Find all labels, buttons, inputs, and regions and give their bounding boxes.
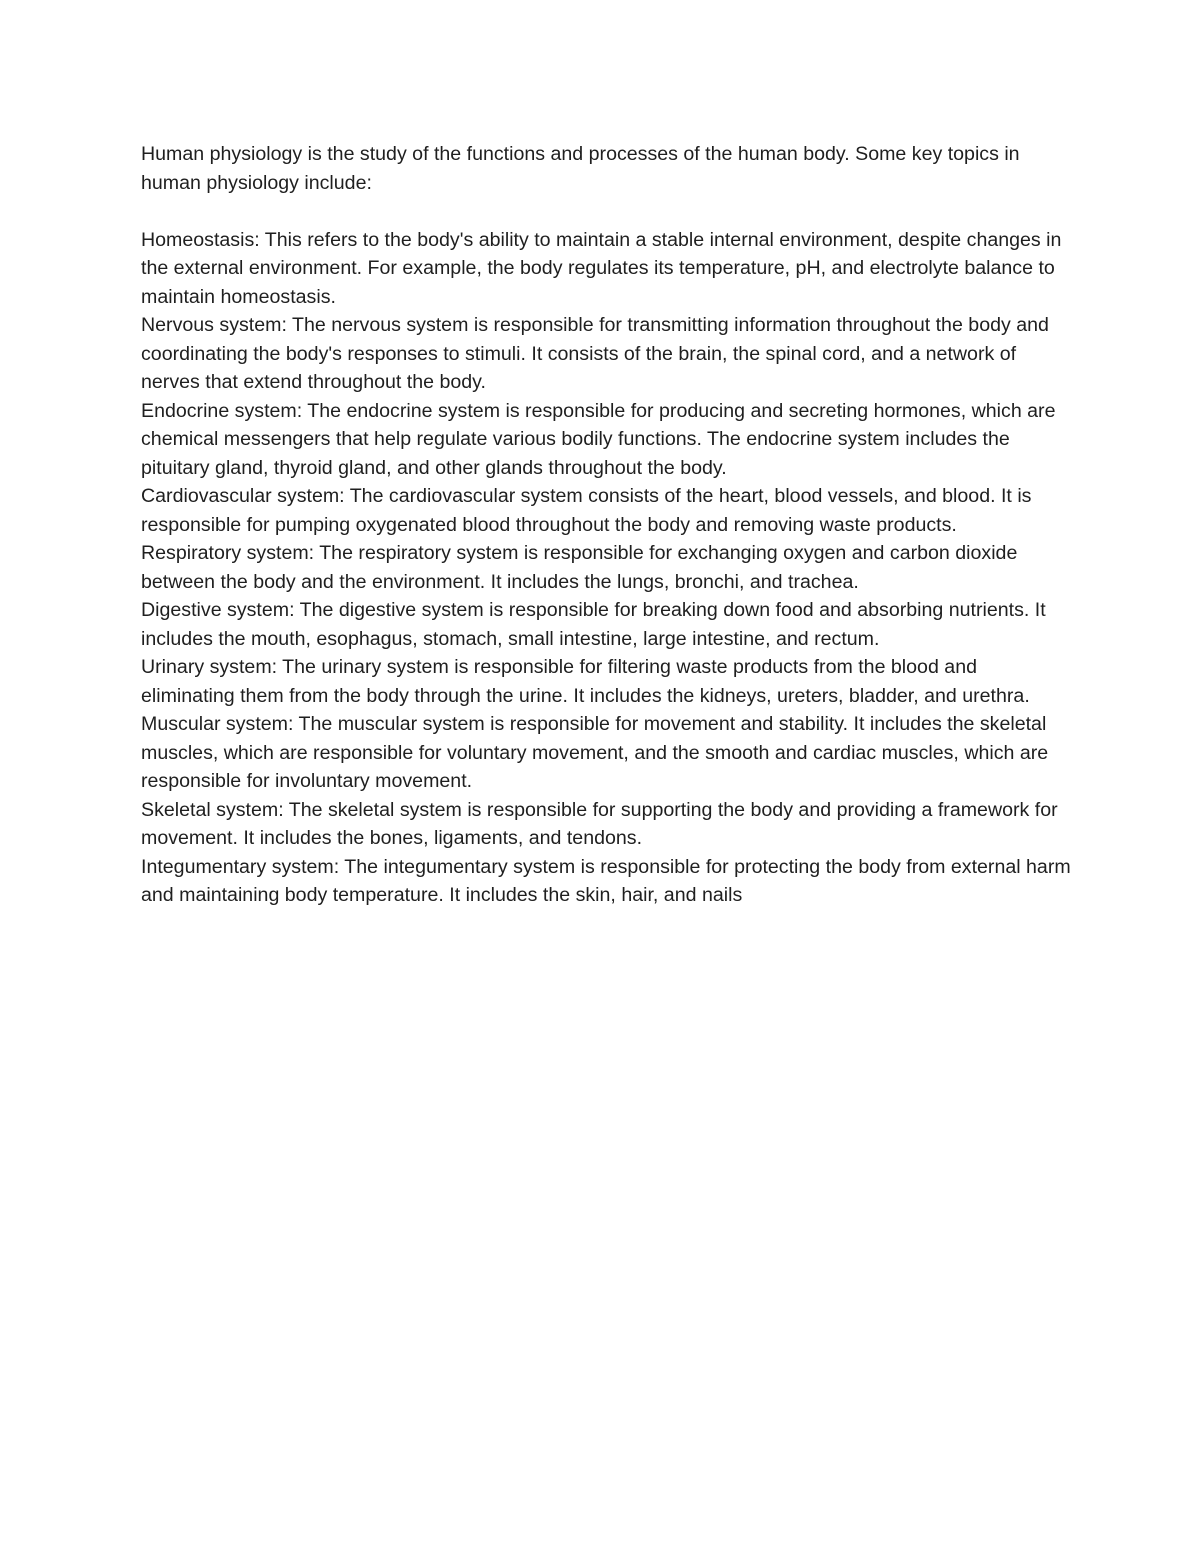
intro-paragraph: Human physiology is the study of the functions and processes of the human body. Some key topics in human physiology include: [141,143,1020,194]
paragraph-cardiovascular-system: Cardiovascular system: The cardiovascular system consists of the heart, blood vessels, and blood. It is responsible for pumping oxygenated blood throughout the body and removing waste products. [141,485,1032,536]
paragraph-respiratory-system: Respiratory system: The respiratory system is responsible for exchanging oxygen and carbon dioxide between the body and the environment. It includes the lungs, bronchi, and trachea. [141,542,1018,593]
paragraph-endocrine-system: Endocrine system: The endocrine system is responsible for producing and secreting hormones, which are chemical messengers that help regulate various bodily functions. The endocrine system includes the pituitary gland, thyroid gland, and other glands throughout the body. [141,399,1056,479]
paragraph-homeostasis: Homeostasis: This refers to the body's ability to maintain a stable internal environment, despite changes in the external environment. For example, the body regulates its temperature, pH, and electrolyte balance to maintain homeostasis. [141,228,1062,308]
paragraph-nervous-system: Nervous system: The nervous system is responsible for transmitting information throughout the body and coordinating the body's responses to stimuli. It consists of the brain, the spinal cord, and a network of nerves that extend throughout the body. [141,314,1049,393]
paragraph-digestive-system: Digestive system: The digestive system is responsible for breaking down food and absorbing nutrients. It includes the mouth, esophagus, stomach, small intestine, large intestine, and rectum. [141,599,1046,650]
paragraph-urinary-system: Urinary system: The urinary system is responsible for filtering waste products from the blood and eliminating them from the body through the urine. It includes the kidneys, ureters, bladder, and urethra. [141,656,1030,707]
paragraph-muscular-system: Muscular system: The muscular system is responsible for movement and stability. It includes the skeletal muscles, which are responsible for voluntary movement, and the smooth and cardiac muscles, which are responsible for involuntary movement. [141,713,1049,792]
paragraph-skeletal-system: Skeletal system: The skeletal system is responsible for supporting the body and providing a framework for movement. It includes the bones, ligaments, and tendons. [141,798,1058,849]
document-body [141,140,1076,910]
paragraph-integumentary-system: Integumentary system: The integumentary system is responsible for protecting the body from external harm and maintaining body temperature. It includes the skin, hair, and nails [141,855,1071,906]
